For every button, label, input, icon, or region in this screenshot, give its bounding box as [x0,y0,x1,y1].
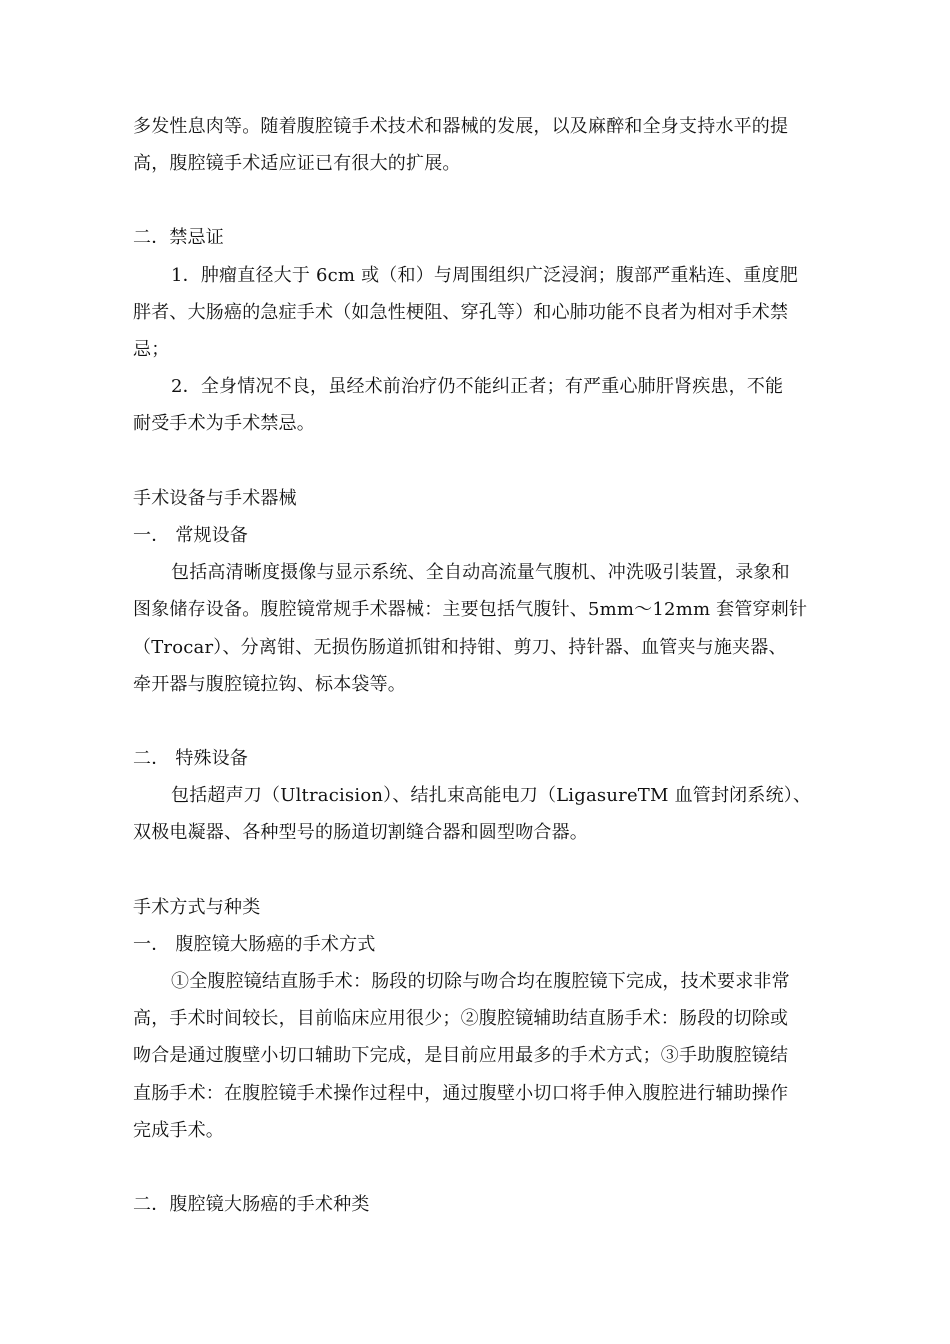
text-line: 2．全身情况不良，虽经术前治疗仍不能纠正者；有严重心肺肝肾疾患，不能 [171,376,784,397]
text-line: 图象储存设备。腹腔镜常规手术器械：主要包括气腹针、5mm～12mm 套管穿刺针 [133,599,808,620]
text-line: 高，腹腔镜手术适应证已有很大的扩展。 [133,153,461,174]
text-line: （Trocar）、分离钳、无损伤肠道抓钳和持钳、剪刀、持针器、血管夹与施夹器、 [133,637,787,658]
chapter-heading: 手术方式与种类 [133,897,261,918]
text-line: 包括超声刀（Ultracision）、结扎束高能电刀（LigasureTM 血管封闭系统）、 [171,785,812,806]
text-line: 忌； [133,339,170,360]
section-heading: 二．禁忌证 [133,227,224,248]
text-line: ①全腹腔镜结直肠手术：肠段的切除与吻合均在腹腔镜下完成，技术要求非常 [171,971,790,992]
chapter-heading: 手术设备与手术器械 [133,488,297,509]
text-line: 包括高清晰度摄像与显示系统、全自动高流量气腹机、冲洗吸引装置，录象和 [171,562,790,583]
text-line: 高，手术时间较长，目前临床应用很少；②腹腔镜辅助结直肠手术：肠段的切除或 [133,1008,789,1029]
section-heading: 二．腹腔镜大肠癌的手术种类 [133,1194,370,1215]
text-line: 1．肿瘤直径大于 6cm 或（和）与周围组织广泛浸润；腹部严重粘连、重度肥 [171,265,798,286]
section-heading: 二． 特殊设备 [133,748,249,769]
section-heading: 一． 常规设备 [133,525,249,546]
section-heading: 一． 腹腔镜大肠癌的手术方式 [133,934,376,955]
text-line: 多发性息肉等。随着腹腔镜手术技术和器械的发展，以及麻醉和全身支持水平的提 [133,116,789,137]
text-line: 牵开器与腹腔镜拉钩、标本袋等。 [133,674,406,695]
text-line: 双极电凝器、各种型号的肠道切割缝合器和圆型吻合器。 [133,822,588,843]
text-line: 耐受手术为手术禁忌。 [133,413,315,434]
text-line: 胖者、大肠癌的急症手术（如急性梗阻、穿孔等）和心肺功能不良者为相对手术禁 [133,302,789,323]
text-line: 直肠手术：在腹腔镜手术操作过程中，通过腹壁小切口将手伸入腹腔进行辅助操作 [133,1083,789,1104]
text-line: 完成手术。 [133,1120,224,1141]
text-line: 吻合是通过腹壁小切口辅助下完成，是目前应用最多的手术方式；③手助腹腔镜结 [133,1045,789,1066]
